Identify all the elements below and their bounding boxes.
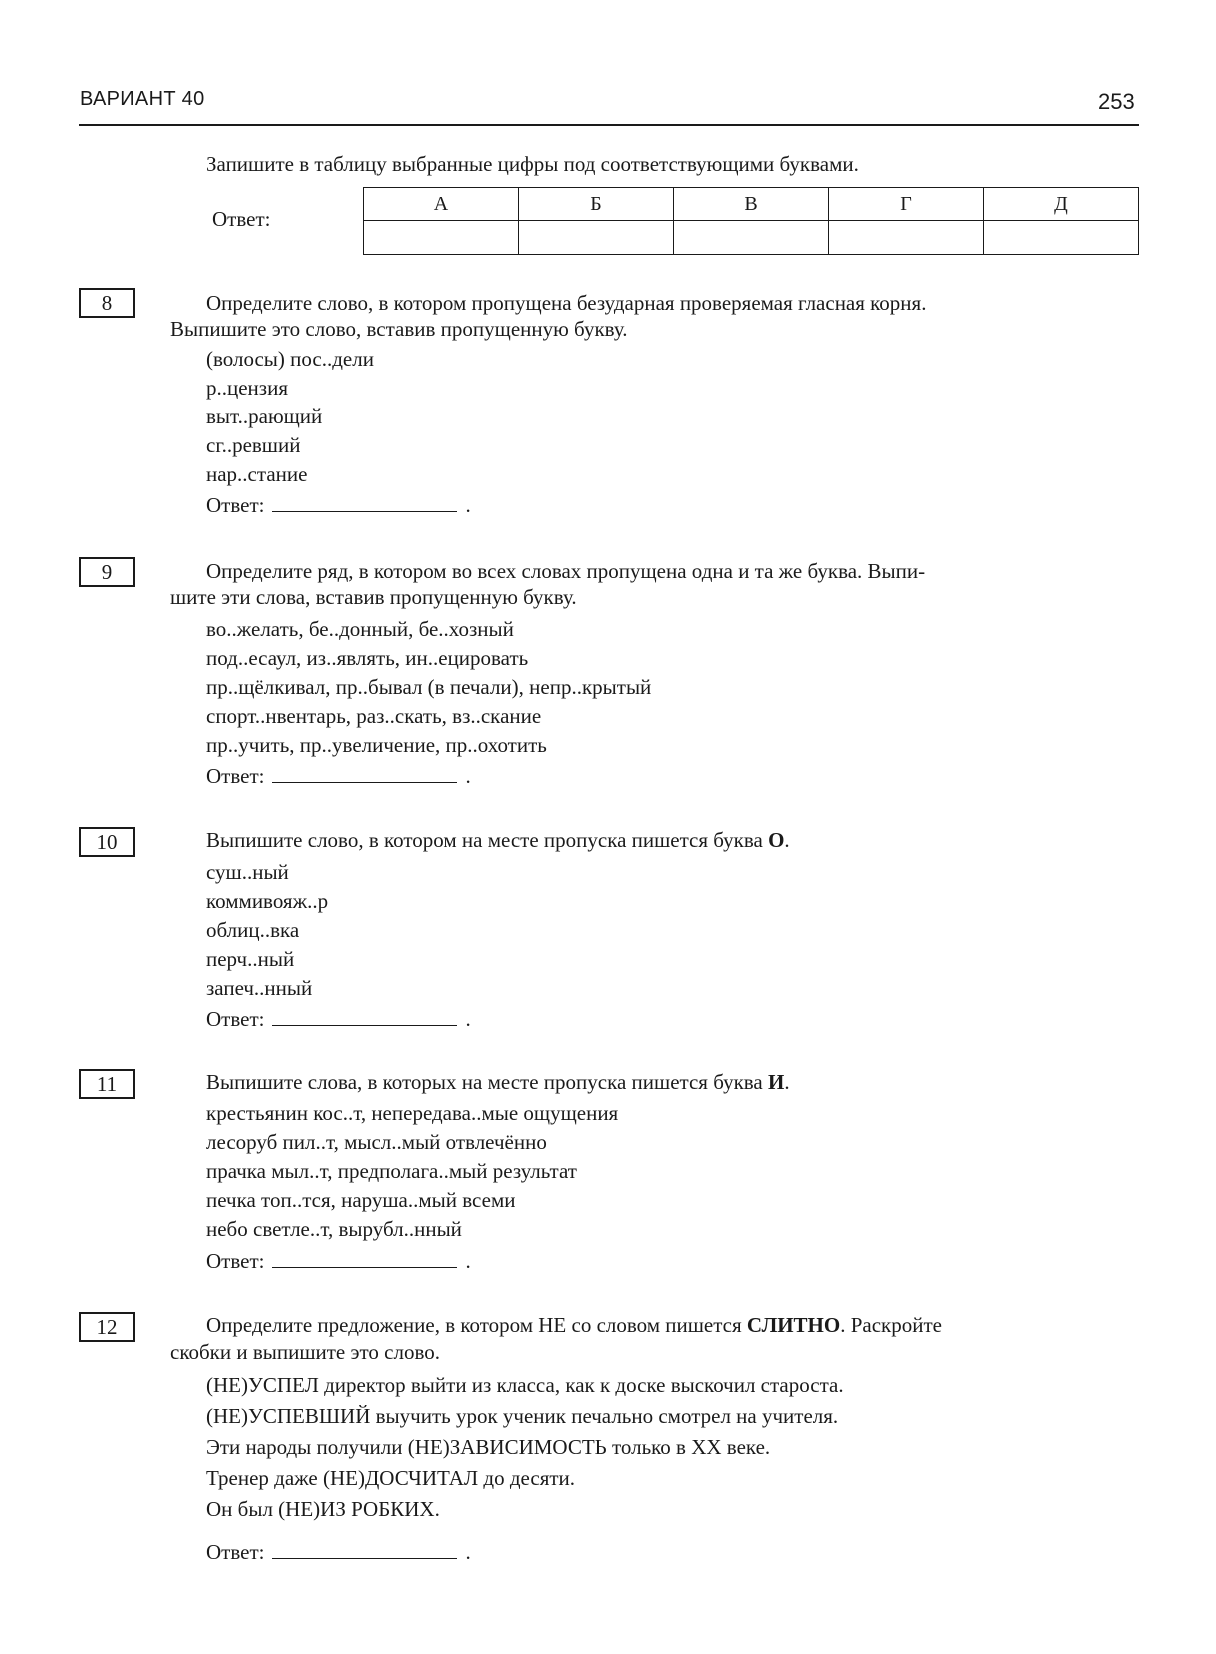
task-10-option: запеч..нный: [206, 976, 313, 1000]
task-10-option: перч..ный: [206, 947, 295, 971]
task-12-text-end: . Раскройте: [840, 1313, 942, 1337]
answer-label: Ответ:: [206, 1007, 265, 1031]
task-12-option: (НЕ)УСПЕВШИЙ выучить урок ученик печально смотрел на учителя.: [206, 1404, 839, 1428]
answer-table-input-cell[interactable]: [364, 221, 519, 255]
answer-table-header-cell: В: [674, 188, 829, 221]
task-11-text-end: .: [784, 1070, 790, 1094]
task-8-option: выт..рающий: [206, 404, 323, 428]
task-12-option: Он был (НЕ)ИЗ РОБКИХ.: [206, 1497, 440, 1521]
task-10-text: [206, 827, 790, 853]
answer-table-header-cell: Г: [829, 188, 984, 221]
task-12-option: Тренер даже (НЕ)ДОСЧИТАЛ до десяти.: [206, 1466, 576, 1490]
task-8-option: (волосы) пос..дели: [206, 347, 374, 371]
task-10-text-end: .: [784, 828, 790, 852]
task-9-text-line2: шите эти слова, вставив пропущенную букву.: [170, 585, 577, 609]
intro-instruction: Запишите в таблицу выбранные цифры под соответствующими буквами.: [206, 152, 859, 176]
answer-table-input-cell[interactable]: [519, 221, 674, 255]
answer-blank[interactable]: [272, 774, 457, 783]
task-11-option: печка топ..тся, наруша..мый всеми: [206, 1188, 516, 1212]
answer-label: Ответ:: [206, 1540, 265, 1564]
header-divider: [79, 124, 1139, 126]
task-12-text-line1: [206, 1312, 942, 1338]
task-9-answer: [206, 763, 471, 789]
answer-end: .: [465, 1007, 471, 1031]
task-12-text-main: Определите предложение, в котором НЕ со словом пишется: [206, 1313, 747, 1337]
answer-blank[interactable]: [272, 1259, 457, 1268]
task-9-option: пр..щёлкивал, пр..бывал (в печали), непр..крытый: [206, 675, 652, 699]
task-10-option: коммивояж..р: [206, 889, 329, 913]
task-9-option: пр..учить, пр..увеличение, пр..охотить: [206, 733, 547, 757]
answer-table: [363, 187, 1139, 255]
task-11-text: [206, 1069, 790, 1095]
answer-blank[interactable]: [272, 1017, 457, 1026]
task-12-text-line2: скобки и выпишите это слово.: [170, 1340, 440, 1364]
answer-table-header-cell: Б: [519, 188, 674, 221]
answer-table-input-cell[interactable]: [984, 221, 1139, 255]
answer-end: .: [465, 493, 471, 517]
task-8-option: р..цензия: [206, 376, 288, 400]
task-9-option: во..желать, бе..донный, бе..хозный: [206, 617, 514, 641]
task-number-11: 11: [79, 1069, 135, 1099]
task-9-option: спорт..нвентарь, раз..скать, вз..скание: [206, 704, 542, 728]
task-12-text-bold: СЛИТНО: [746, 1313, 841, 1337]
answer-table-label: Ответ:: [212, 207, 271, 231]
answer-table-header-cell: Д: [984, 188, 1139, 221]
task-12-option: (НЕ)УСПЕЛ директор выйти из класса, как к доске выскочил староста.: [206, 1373, 844, 1397]
task-10-text-main: Выпишите слово, в котором на месте пропуска пишется буква: [206, 828, 769, 852]
task-8-text-line2: Выпишите это слово, вставив пропущенную букву.: [170, 317, 628, 341]
task-number-12: 12: [79, 1312, 135, 1342]
task-11-option: крестьянин кос..т, непередава..мые ощущения: [206, 1101, 619, 1125]
task-12-answer: [206, 1539, 471, 1565]
answer-label: Ответ:: [206, 1249, 265, 1273]
answer-table-header-cell: А: [364, 188, 519, 221]
answer-end: .: [465, 1249, 471, 1273]
answer-label: Ответ:: [206, 493, 265, 517]
answer-blank[interactable]: [272, 503, 457, 512]
page-number: 253: [1098, 89, 1135, 114]
answer-end: .: [465, 1540, 471, 1564]
answer-label: Ответ:: [206, 764, 265, 788]
task-12-option: Эти народы получили (НЕ)ЗАВИСИМОСТЬ только в XX веке.: [206, 1435, 771, 1459]
answer-end: .: [465, 764, 471, 788]
task-8-text-line1: Определите слово, в котором пропущена безударная проверяемая гласная корня.: [206, 291, 927, 315]
task-10-text-bold: О: [768, 828, 785, 852]
task-number-8: 8: [79, 288, 135, 318]
variant-title: ВАРИАНТ 40: [80, 88, 205, 110]
task-10-answer: [206, 1006, 471, 1032]
task-number-9: 9: [79, 557, 135, 587]
answer-blank[interactable]: [272, 1550, 457, 1559]
task-11-answer: [206, 1248, 471, 1274]
task-10-option: суш..ный: [206, 860, 289, 884]
task-8-option: сг..ревший: [206, 433, 301, 457]
task-11-option: небо светле..т, вырубл..нный: [206, 1217, 462, 1241]
task-9-option: под..есаул, из..являть, ин..ецировать: [206, 646, 529, 670]
answer-table-input-cell[interactable]: [829, 221, 984, 255]
task-11-option: прачка мыл..т, предполага..мый результат: [206, 1159, 577, 1183]
task-11-text-main: Выпишите слова, в которых на месте пропуска пишется буква: [206, 1070, 768, 1094]
task-10-option: облиц..вка: [206, 918, 300, 942]
answer-table-input-cell[interactable]: [674, 221, 829, 255]
task-8-answer: [206, 492, 471, 518]
task-11-option: лесоруб пил..т, мысл..мый отвлечённо: [206, 1130, 547, 1154]
task-8-option: нар..стание: [206, 462, 308, 486]
task-11-text-bold: И: [768, 1070, 785, 1094]
task-number-10: 10: [79, 827, 135, 857]
task-9-text-line1: Определите ряд, в котором во всех словах пропущена одна и та же буква. Выпи-: [206, 559, 926, 583]
